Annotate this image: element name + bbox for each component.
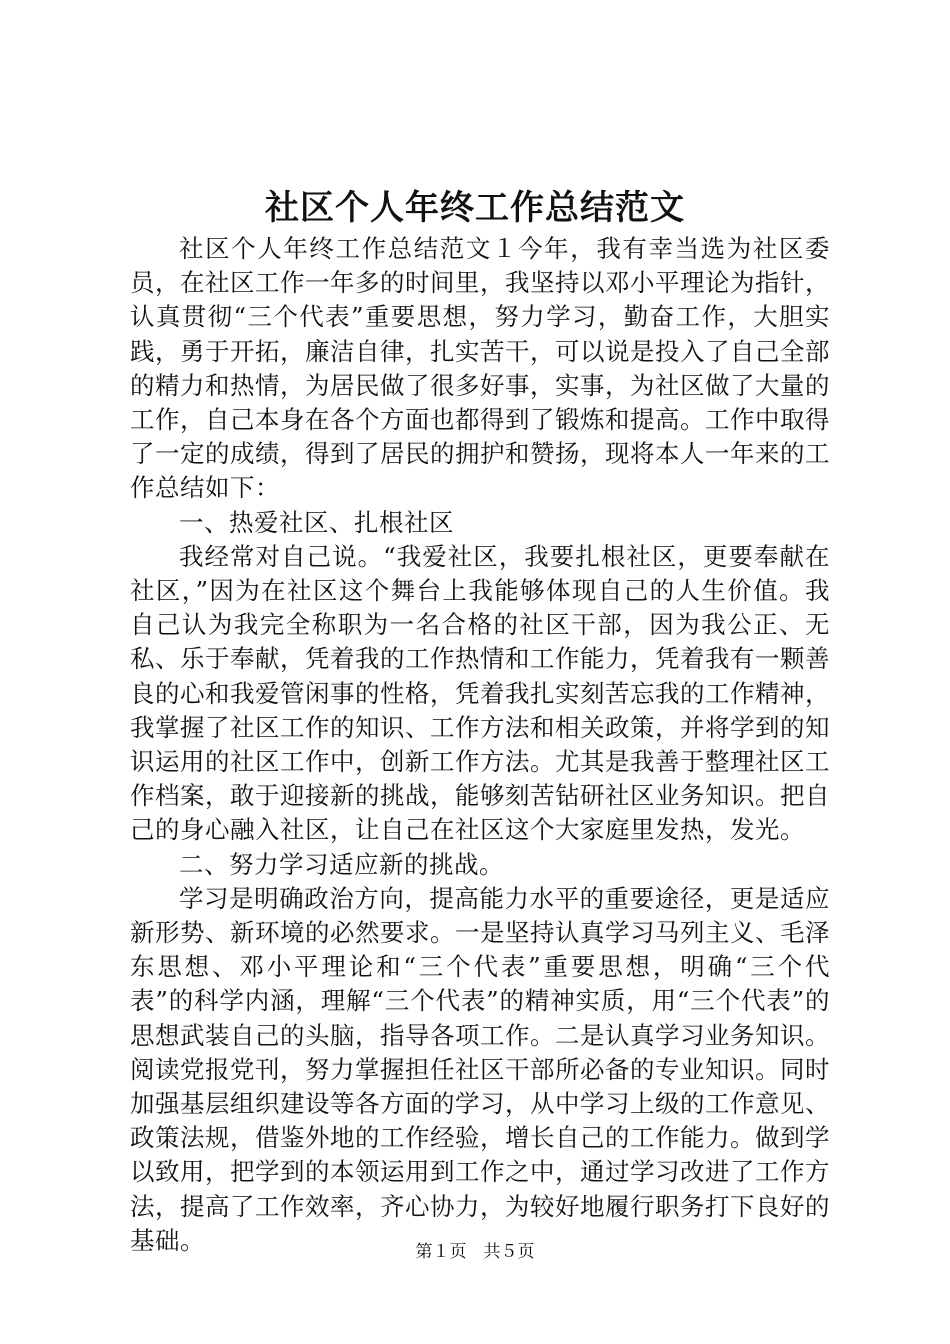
section-2-paragraph: 学习是明确政治方向，提高能力水平的重要途径，更是适应新形势、新环境的必然要求。一是坚持认真学习马列主义、毛泽东思想、邓小平理论和“三个代表”重要思想，明确“三个代表”的科学内涵，理解“三个代表”的精神实质，用“三个代表”的思想武装自己的头脑，指导各项工作。二是认真学习业务知识。阅读党报党刊，努力掌握担任社区干部所必备的专业知识。同时加强基层组织建设等各方面的学习，从中学习上级的工作意见、政策法规，借鉴外地的工作经验，增长自己的工作能力。做到学以致用，把学到的本领运用到工作之中，通过学习改进了工作方法，提高了工作效率，齐心协力，为较好地履行职务打下良好的基础。 [130,883,830,1255]
section-1-paragraph: 我经常对自己说。“我爱社区，我要扎根社区，更要奉献在社区，”因为在社区这个舞台上我能够体现自己的人生价值。我自己认为我完全称职为一名合格的社区干部，因为我公正、无私、乐于奉献，凭着我的工作热情和工作能力，凭着我有一颗善良的心和我爱管闲事的性格，凭着我扎实刻苦忘我的工作精神，我掌握了社区工作的知识、工作方法和相关政策，并将学到的知识运用的社区工作中，创新工作方法。尤其是我善于整理社区工作档案，敢于迎接新的挑战，能够刻苦钻研社区业务知识。把自己的身心融入社区，让自己在社区这个大家庭里发热，发光。 [130,541,830,845]
intro-paragraph: 社区个人年终工作总结范文１今年，我有幸当选为社区委员，在社区工作一年多的时间里，我坚持以邓小平理论为指针，认真贯彻“三个代表”重要思想，努力学习，勤奋工作，大胆实践，勇于开拓，廉洁自律，扎实苦干，可以说是投入了自己全部的精力和热情，为居民做了很多好事，实事，为社区做了大量的工作，自己本身在各个方面也都得到了锻炼和提高。工作中取得了一定的成绩，得到了居民的拥护和赞扬，现将本人一年来的工作总结如下： [130,234,830,503]
document-title: 社区个人年终工作总结范文 [265,188,685,228]
page-footer: 第１页 共５页 [415,1242,535,1262]
section-heading-2: 二、努力学习适应新的挑战。 [179,849,504,879]
document-body [130,232,830,1258]
section-heading-1: 一、热爱社区、扎根社区 [179,507,454,537]
